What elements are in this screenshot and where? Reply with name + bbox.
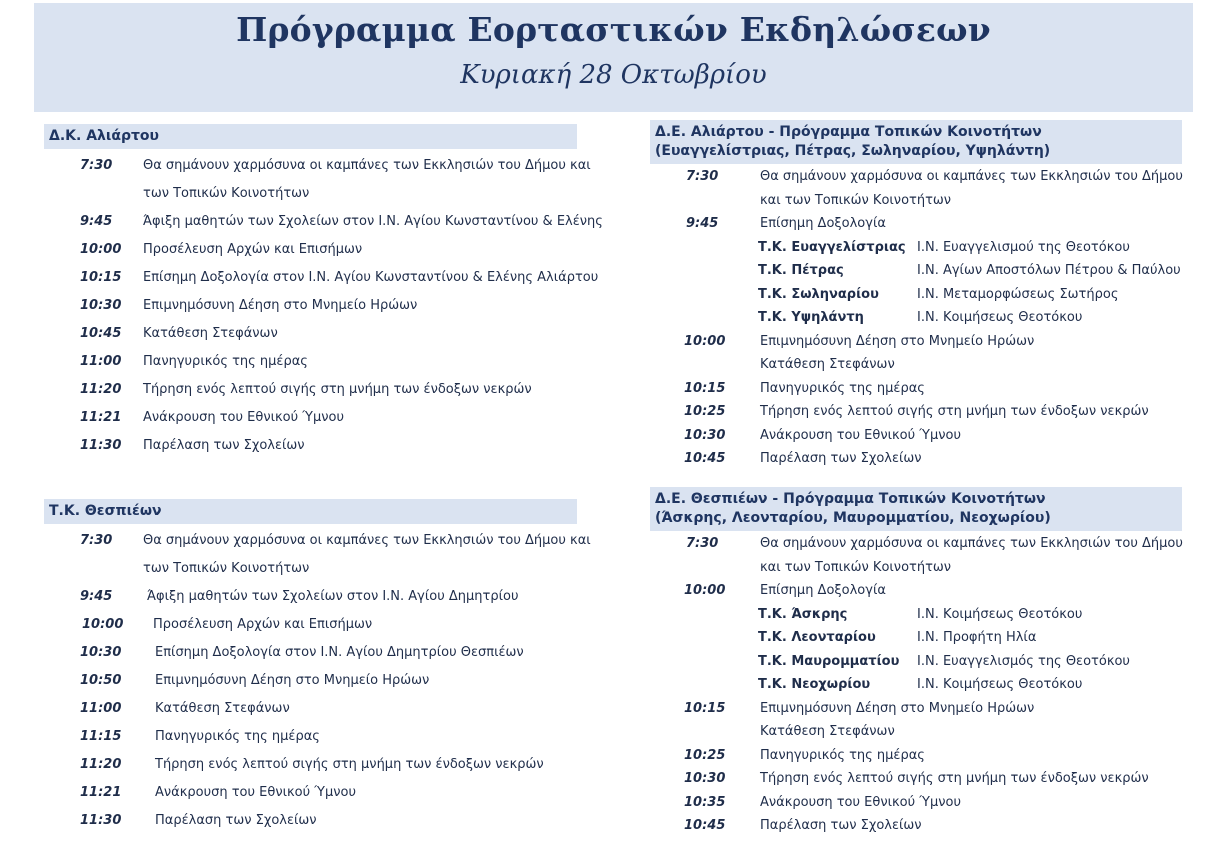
schedule-time: 11:15 xyxy=(80,729,122,744)
schedule-time: 11:00 xyxy=(80,354,122,369)
schedule-time: 11:21 xyxy=(80,410,122,425)
schedule-description-cont: των Τοπικών Κοινοτήτων xyxy=(143,561,310,576)
schedule-description: Θα σημάνουν χαρμόσυνα οι καμπάνες των Εκκλησιών του Δήμου xyxy=(760,536,1183,551)
schedule-time: 10:25 xyxy=(684,747,726,763)
schedule-row xyxy=(44,410,577,438)
schedule-time: 10:30 xyxy=(684,427,726,443)
section-title: Τ.Κ. Θεσπιέων xyxy=(44,499,577,524)
community-row xyxy=(650,310,1182,334)
schedule-time: 7:30 xyxy=(686,169,719,184)
schedule-description: Τήρηση ενός λεπτού σιγής στη μνήμη των ένδοξων νεκρών xyxy=(760,404,1149,419)
section-title-line2: (Άσκρης, Λεονταρίου, Μαυρομματίου, Νεοχωρίου) xyxy=(655,510,1051,526)
community-row xyxy=(650,263,1182,287)
schedule-description: Θα σημάνουν χαρμόσυνα οι καμπάνες των Εκκλησιών του Δήμου και xyxy=(143,533,591,548)
community-name: Τ.Κ. Σωληναρίου xyxy=(758,286,879,302)
schedule-time: 10:00 xyxy=(684,333,726,349)
schedule-time: 10:25 xyxy=(684,404,726,419)
schedule-row xyxy=(650,381,1182,405)
schedule-description-cont: Κατάθεση Στεφάνων xyxy=(760,724,895,739)
schedule-description: Θα σημάνουν χαρμόσυνα οι καμπάνες των Εκκλησιών του Δήμου και xyxy=(143,158,591,173)
community-church: Ι.Ν. Μεταμορφώσεως Σωτήρος xyxy=(917,286,1119,302)
schedule-description-cont: των Τοπικών Κοινοτήτων xyxy=(143,186,310,201)
section-title-line1: Δ.Ε. Θεσπιέων - Πρόγραμμα Τοπικών Κοινοτήτων xyxy=(655,491,1046,507)
schedule-time: 10:45 xyxy=(80,326,122,341)
schedule-row xyxy=(650,795,1182,819)
schedule-row xyxy=(650,748,1182,772)
schedule-time: 11:30 xyxy=(80,813,122,828)
schedule-row xyxy=(44,214,603,242)
schedule-row xyxy=(44,382,577,410)
schedule-description: Προσέλευση Αρχών και Επισήμων xyxy=(153,617,373,632)
schedule-description: Πανηγυρικός της ημέρας xyxy=(143,354,308,369)
schedule-row xyxy=(44,729,577,757)
community-row xyxy=(650,607,1182,631)
schedule-time: 10:30 xyxy=(684,771,726,786)
schedule-description-cont: Κατάθεση Στεφάνων xyxy=(760,357,895,372)
schedule-row xyxy=(44,757,577,785)
schedule-row xyxy=(44,701,577,729)
schedule-description: Επιμνημόσυνη Δέηση στο Μνημείο Ηρώων xyxy=(760,700,1035,716)
community-church: Ι.Ν. Κοιμήσεως Θεοτόκου xyxy=(917,606,1083,622)
section-tk-thespieon xyxy=(44,499,591,841)
schedule-row xyxy=(44,785,577,813)
community-church: Ι.Ν. Κοιμήσεως Θεοτόκου xyxy=(917,310,1083,325)
community-church: Ι.Ν. Προφήτη Ηλία xyxy=(917,630,1037,645)
schedule-description: Επιμνημόσυνη Δέηση στο Μνημείο Ηρώων xyxy=(760,333,1035,349)
community-name: Τ.Κ. Νεοχωρίου xyxy=(758,677,871,692)
schedule-time: 10:00 xyxy=(82,617,124,632)
schedule-row xyxy=(650,771,1182,795)
community-row xyxy=(650,677,1182,701)
community-row xyxy=(650,287,1182,311)
schedule-description: Επίσημη Δοξολογία στον Ι.Ν. Αγίου Κωνσταντίνου & Ελένης Αλιάρτου xyxy=(143,270,599,285)
schedule-row xyxy=(44,438,577,466)
schedule-description: Παρέλαση των Σχολείων xyxy=(760,451,922,466)
schedule-row xyxy=(650,583,1182,607)
schedule-time: 11:21 xyxy=(80,785,122,800)
schedule-description: Ανάκρουση του Εθνικού Ύμνου xyxy=(760,794,961,810)
schedule-time: 10:30 xyxy=(80,298,122,313)
schedule-description: Κατάθεση Στεφάνων xyxy=(155,701,290,716)
schedule-row xyxy=(44,298,577,326)
schedule-row xyxy=(44,645,577,673)
schedule-description: Τήρηση ενός λεπτού σιγής στη μνήμη των ένδοξων νεκρών xyxy=(760,771,1149,786)
section-title xyxy=(650,487,1182,531)
schedule-description: Παρέλαση των Σχολείων xyxy=(760,818,922,833)
schedule-time: 10:50 xyxy=(80,673,122,688)
schedule-time: 10:15 xyxy=(80,270,122,285)
schedule-row xyxy=(650,701,1182,748)
community-church: Ι.Ν. Ευαγγελισμού της Θεοτόκου xyxy=(917,239,1130,255)
schedule-row xyxy=(44,533,591,589)
section-title: Δ.Κ. Αλιάρτου xyxy=(44,124,577,149)
schedule-description: Πανηγυρικός της ημέρας xyxy=(760,747,925,763)
section-title-line1: Δ.Ε. Αλιάρτου - Πρόγραμμα Τοπικών Κοινοτήτων xyxy=(655,124,1042,140)
schedule-description: Τήρηση ενός λεπτού σιγής στη μνήμη των ένδοξων νεκρών xyxy=(143,382,532,397)
schedule-row xyxy=(44,158,591,214)
schedule-row xyxy=(44,673,577,701)
schedule-description: Πανηγυρικός της ημέρας xyxy=(760,380,925,396)
schedule-row xyxy=(650,216,1182,240)
page-title: Πρόγραμμα Εορταστικών Εκδηλώσεων xyxy=(236,10,991,49)
schedule-row xyxy=(650,536,1182,583)
schedule-description: Θα σημάνουν χαρμόσυνα οι καμπάνες των Εκκλησιών του Δήμου xyxy=(760,169,1183,184)
schedule-description-cont: και των Τοπικών Κοινοτήτων xyxy=(760,192,952,208)
schedule-time: 10:30 xyxy=(80,645,122,660)
schedule-time: 11:30 xyxy=(80,438,122,453)
schedule-time: 11:20 xyxy=(80,757,122,772)
schedule-time: 11:20 xyxy=(80,382,122,397)
section-de-aliartou xyxy=(650,120,1182,475)
schedule-time: 9:45 xyxy=(686,216,719,231)
schedule-row xyxy=(44,617,577,645)
community-row xyxy=(650,630,1182,654)
schedule-time: 10:45 xyxy=(684,451,726,466)
schedule-row xyxy=(650,334,1182,381)
schedule-description-cont: και των Τοπικών Κοινοτήτων xyxy=(760,559,952,575)
community-church: Ι.Ν. Ευαγγελισμός της Θεοτόκου xyxy=(917,653,1130,669)
section-title-line2: (Ευαγγελίστριας, Πέτρας, Σωληναρίου, Υψηλάντη) xyxy=(655,143,1051,159)
schedule-time: 10:00 xyxy=(80,242,122,257)
community-church: Ι.Ν. Κοιμήσεως Θεοτόκου xyxy=(917,677,1083,692)
schedule-time: 7:30 xyxy=(686,536,719,551)
community-row xyxy=(650,654,1182,678)
schedule-row xyxy=(44,589,577,617)
page-subtitle: Κυριακή 28 Οκτωβρίου xyxy=(460,60,767,90)
schedule-row xyxy=(650,818,1182,842)
community-name: Τ.Κ. Ευαγγελίστριας xyxy=(758,239,906,255)
schedule-description: Τήρηση ενός λεπτού σιγής στη μνήμη των ένδοξων νεκρών xyxy=(155,757,544,772)
schedule-time: 10:35 xyxy=(684,794,726,810)
schedule-description: Επίσημη Δοξολογία xyxy=(760,583,886,598)
schedule-description: Ανάκρουση του Εθνικού Ύμνου xyxy=(760,427,961,443)
schedule-time: 10:00 xyxy=(684,583,726,598)
community-row xyxy=(650,240,1182,264)
schedule-time: 11:00 xyxy=(80,701,122,716)
section-title xyxy=(650,120,1182,164)
page-header xyxy=(34,3,1193,112)
schedule-description: Παρέλαση των Σχολείων xyxy=(155,813,317,828)
community-name: Τ.Κ. Λεονταρίου xyxy=(758,630,876,645)
schedule-time: 9:45 xyxy=(80,589,113,604)
schedule-row xyxy=(44,270,599,298)
schedule-row xyxy=(650,451,1182,475)
community-name: Τ.Κ. Μαυρομματίου xyxy=(758,653,900,669)
community-church: Ι.Ν. Αγίων Αποστόλων Πέτρου & Παύλου xyxy=(917,263,1181,278)
schedule-row xyxy=(44,354,577,382)
schedule-description: Κατάθεση Στεφάνων xyxy=(143,326,278,341)
schedule-description: Άφιξη μαθητών των Σχολείων στον Ι.Ν. Αγίου Δημητρίου xyxy=(147,589,519,604)
schedule-row xyxy=(650,404,1182,428)
section-dk-aliartou xyxy=(44,124,603,466)
schedule-description: Παρέλαση των Σχολείων xyxy=(143,438,305,453)
schedule-description: Πανηγυρικός της ημέρας xyxy=(155,729,320,744)
schedule-description: Επιμνημόσυνη Δέηση στο Μνημείο Ηρώων xyxy=(143,298,418,313)
schedule-time: 10:45 xyxy=(684,818,726,833)
schedule-row xyxy=(44,326,577,354)
schedule-description: Άφιξη μαθητών των Σχολείων στον Ι.Ν. Αγίου Κωνσταντίνου & Ελένης xyxy=(143,214,603,229)
schedule-time: 10:15 xyxy=(684,700,726,716)
schedule-description: Ανάκρουση του Εθνικού Ύμνου xyxy=(143,410,344,425)
community-name: Τ.Κ. Υψηλάντη xyxy=(758,310,864,325)
section-de-thespieon xyxy=(650,487,1182,842)
community-name: Τ.Κ. Πέτρας xyxy=(758,263,844,278)
schedule-row xyxy=(650,428,1182,452)
schedule-description: Επιμνημόσυνη Δέηση στο Μνημείο Ηρώων xyxy=(155,673,430,688)
schedule-description: Επίσημη Δοξολογία xyxy=(760,216,886,231)
schedule-description: Ανάκρουση του Εθνικού Ύμνου xyxy=(155,785,356,800)
schedule-description: Επίσημη Δοξολογία στον Ι.Ν. Αγίου Δημητρίου Θεσπιέων xyxy=(155,645,524,660)
schedule-time: 10:15 xyxy=(684,380,726,396)
schedule-time: 7:30 xyxy=(80,533,113,548)
schedule-time: 9:45 xyxy=(80,214,113,229)
schedule-row xyxy=(650,169,1182,216)
community-name: Τ.Κ. Άσκρης xyxy=(758,606,848,622)
schedule-row xyxy=(44,242,577,270)
schedule-description: Προσέλευση Αρχών και Επισήμων xyxy=(143,242,363,257)
schedule-time: 7:30 xyxy=(80,158,113,173)
